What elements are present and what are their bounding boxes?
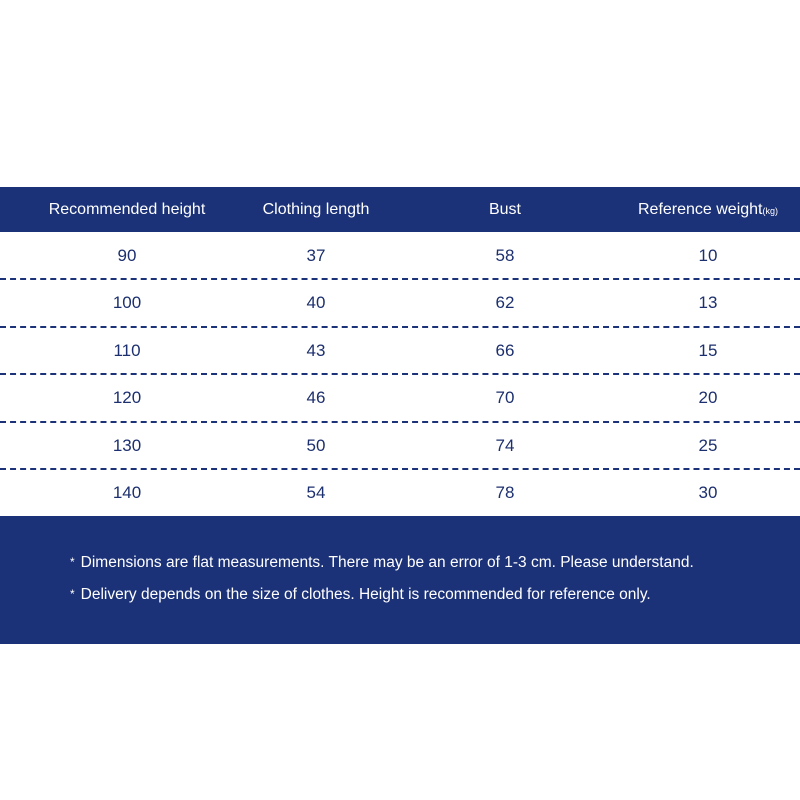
table-row: [0, 469, 800, 516]
cell-weight: 15: [698, 340, 718, 360]
cell-height: 110: [113, 340, 141, 360]
cell-length: 54: [306, 482, 326, 502]
cell-bust: 74: [495, 435, 515, 455]
table-row: [0, 327, 800, 374]
cell-weight: 25: [698, 435, 718, 455]
header-reference-weight: [608, 187, 800, 232]
note-marker: *: [70, 587, 75, 601]
cell-length: 46: [306, 388, 326, 408]
cell-bust: 66: [495, 340, 515, 360]
header-weight-unit: (kg): [762, 206, 778, 216]
header-clothing-length: Clothing length: [262, 201, 370, 218]
cell-length: 50: [306, 435, 326, 455]
cell-height: 120: [112, 388, 142, 408]
cell-length: 37: [306, 246, 326, 265]
cell-length: 43: [306, 340, 326, 360]
cell-bust: 78: [495, 482, 515, 502]
header-bust: Bust: [488, 201, 521, 218]
note-marker: *: [70, 555, 75, 569]
cell-length: 40: [306, 293, 326, 313]
cell-bust: 62: [495, 293, 515, 313]
cell-height: 130: [112, 435, 142, 455]
table-header: [0, 187, 800, 232]
cell-weight: 10: [698, 246, 718, 265]
table-row: [0, 279, 800, 326]
cell-bust: 58: [495, 246, 515, 265]
cell-height: 100: [112, 293, 142, 313]
cell-height: 90: [117, 246, 137, 265]
cell-height: 140: [112, 482, 142, 502]
cell-weight: 30: [698, 482, 718, 502]
table-row: [0, 374, 800, 421]
header-reference-weight-label: Reference weight: [637, 201, 763, 218]
size-table: [0, 187, 800, 516]
table-row: [0, 232, 800, 279]
note-measurement: [70, 554, 694, 572]
table-row: [0, 422, 800, 469]
cell-bust: 70: [495, 388, 515, 408]
note-delivery: [70, 586, 651, 604]
cell-weight: 13: [698, 293, 718, 313]
cell-weight: 20: [698, 388, 718, 408]
note-text: Delivery depends on the size of clothes. Height is recommended for reference only.: [80, 586, 651, 603]
notes-panel: [0, 516, 800, 644]
header-recommended-height: Recommended height: [48, 201, 206, 218]
note-text: Dimensions are flat measurements. There may be an error of 1-3 cm. Please understand.: [80, 554, 694, 571]
